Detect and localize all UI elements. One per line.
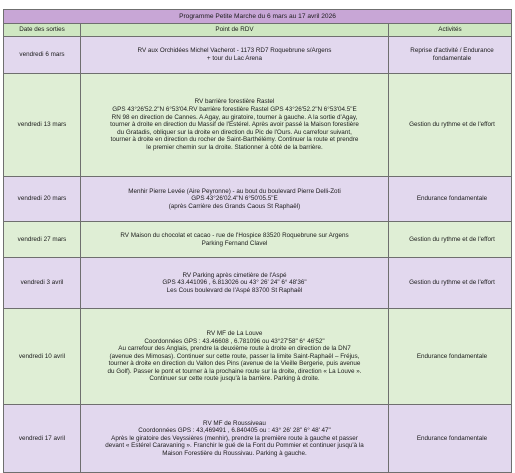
meeting-point-cell [81,405,389,473]
table-row [4,74,512,177]
header-activity: Activités [389,24,512,37]
meeting-point-line: le premier chemin sur la droite. Stationner à côté de la barrière. [146,143,323,151]
date-cell: vendredi 27 mars [4,222,81,258]
table-row [4,177,512,222]
date-cell: vendredi 10 avril [4,309,81,405]
meeting-point-line: + tour du Lac Arena [206,55,263,62]
meeting-point-line: (après Carrière des Grands Caous St Raphaël) [168,202,301,210]
table-row [4,222,512,258]
activity-cell: Gestion du rythme et de l'effort [389,258,512,309]
title-row [4,10,512,24]
meeting-point-cell [81,37,389,74]
table-row [4,258,512,309]
programme-table [3,9,512,473]
table-row [4,405,512,473]
activity-cell: Endurance fondamentale [389,309,512,405]
date-cell: vendredi 13 mars [4,74,81,177]
table-title: Programme Petite Marche du 6 mars au 17 avril 2026 [4,10,512,24]
meeting-point-line: Au carrefour des Anglais, prendre la deuxième route à droite en direction de la DN7 [118,345,351,353]
meeting-point-line: GPS 43°26'02.4"N 6°50'05.5"E [191,195,278,203]
table-body [4,37,512,473]
meeting-point-line: Maison Forestière du Roussivau. Parking à gauche. [162,449,307,457]
meeting-point-line: RV aux Orchidées Michel Vacherot - 1173 RD7 Roquebrune s/Argens [137,47,332,55]
meeting-point-line: Coordonnées GPS : 43.46608 , 6.781096 ou 43°27'58" 6° 46'52" [144,337,325,345]
header-date: Date des sorties [4,24,81,37]
meeting-point-line: Parking Fernand Clavel [201,239,268,247]
meeting-point-line: GPS 43°26'52.2"N 6°53'04.RV barrière forestière Rastel GPS 43°26'52.2"N 6°53'04.5"E [112,106,357,114]
meeting-point-line: (avenue des Mimosas). Continuer sur cette route, passer la limite Saint-Raphaël – Fréjus, [109,352,360,360]
meeting-point-line: Coordonnées GPS : 43,469491 , 6.840405 ou : 43° 26' 28" 6° 48' 47" [138,427,331,435]
activity-cell: Gestion du rythme et de l'effort [389,222,512,258]
meeting-point-line: tourner à droite en direction du Vallon des Pins (avenue de la Vieille Bergerie, puis avenue [108,360,361,368]
activity-cell: Reprise d'activité / Endurance fondamentale [389,37,512,74]
activity-cell: Gestion du rythme et de l'effort [389,74,512,177]
meeting-point-line: Les Cous boulevard de l'Aspé 83700 St Raphaël [166,286,303,294]
meeting-point-line: RN 98 en direction de Cannes. A Agay, au giratoire, tourner à gauche. A la sortie d'Agay, [111,113,358,121]
date-cell: vendredi 17 avril [4,405,81,473]
meeting-point-line: Après le giratoire des Veyssières (menhir), prendre la première route à gauche et passer [111,434,358,442]
date-cell: vendredi 6 mars [4,37,81,74]
meeting-point-line: tourner à droite en direction du rocher de Saint-Barthélémy. Continuer la route et prendre [110,136,359,144]
activity-cell: Endurance fondamentale [389,405,512,473]
meeting-point-cell [81,309,389,405]
meeting-point-cell [81,222,389,258]
header-point: Point de RDV [81,24,389,37]
meeting-point-line: RV Maison du chocolat et cacao - rue de l'Hospice 83520 Roquebrune sur Argens [120,231,349,239]
meeting-point-line: RV MF de Roussiveau [203,419,266,427]
meeting-point-cell [81,258,389,309]
meeting-point-line: du Golf). Passer le pont et tourner à la prochaine route sur la droite, direction « La Louve ». [107,367,362,375]
table-row [4,37,512,74]
date-cell: vendredi 3 avril [4,258,81,309]
meeting-point-line: Continuer sur cette route jusqu'à la barrière. Parking à droite. [149,375,320,383]
meeting-point-line: du Gratadis, obliquer sur la droite en direction du Pic de l'Ours. Au carrefour suivant, [117,128,352,136]
table-row [4,309,512,405]
meeting-point-line: RV MF de La Louve [206,329,263,337]
header-row [4,24,512,37]
meeting-point-line: tourner à droite en direction du Massif de l'Estérel. Après avoir passé la Maison forestière [110,121,359,129]
meeting-point-line: Menhir Pierre Levée (Aire Peyronne) - au bout du boulevard Pierre Delli-Zoti [128,187,341,195]
meeting-point-line: RV barrière forestière Rastel [194,98,275,106]
activity-cell: Endurance fondamentale [389,177,512,222]
meeting-point-line: RV Parking après cimetière de l'Aspé [182,271,287,279]
meeting-point-cell [81,177,389,222]
meeting-point-cell [81,74,389,177]
meeting-point-line: GPS 43.441096 , 6.813026 ou 43° 26' 24" 6° 48'36" [162,279,307,287]
date-cell: vendredi 20 mars [4,177,81,222]
meeting-point-line: devant « Estérel Caravaning ». Franchir le gué de la Font du Pommier et continuer jusqu'à la [105,442,364,450]
